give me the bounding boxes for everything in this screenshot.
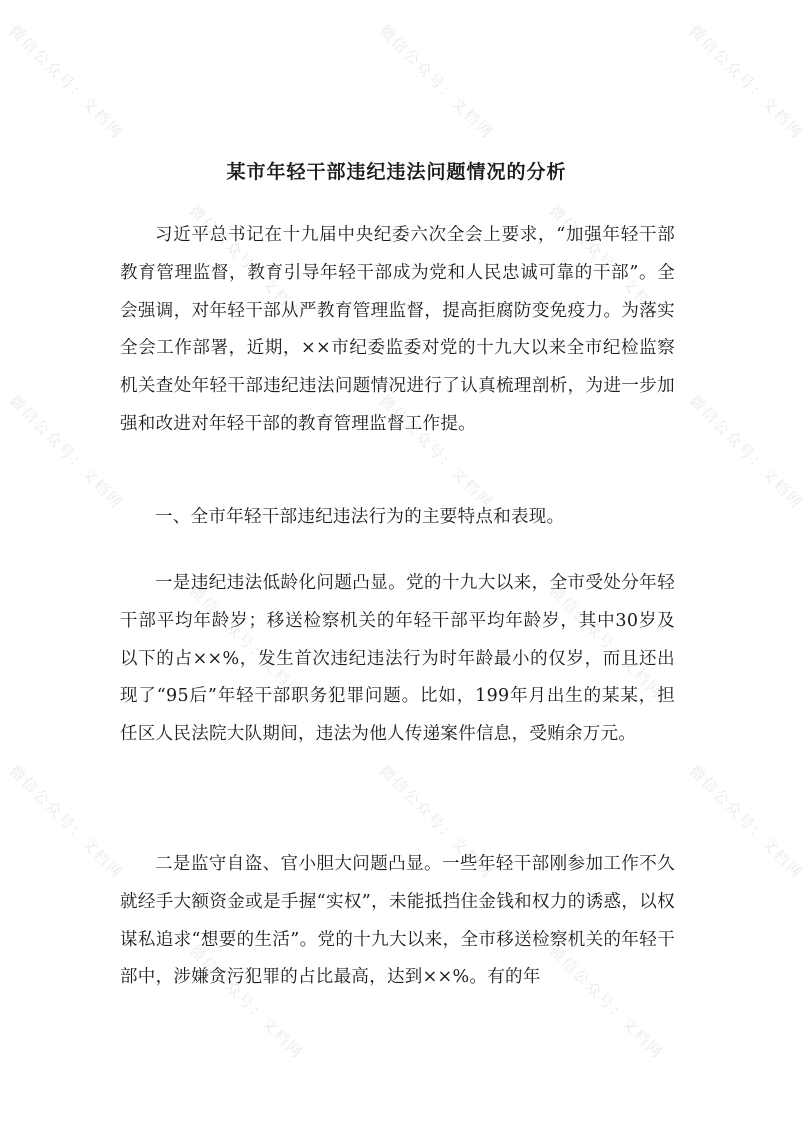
watermark-text: 微信公众号：文档网 (375, 21, 497, 143)
paragraph-point-one: 一是违纪违法低龄化问题凸显。党的十九大以来，全市受处分年轻干部平均年龄岁；移送检察机关的年轻干部平均年龄岁，其中30岁及以下的占××%，发生首次违纪违法行为时年龄最小的仅岁，而且还出现了“95后”年轻干部职务犯罪问题。比如，199年月出生的某某，担任区人民法院大队期间，违法为他人传递案件信息，受贿余万元。 (120, 573, 675, 745)
watermark-text: 微信公众号：文档网 (545, 201, 667, 323)
watermark-text: 微信公众号：文档网 (185, 201, 307, 323)
section-heading: 一、全市年轻干部违纪违法行为的主要特点和表现。 (155, 507, 565, 527)
watermark-text: 微信公众号：文档网 (5, 21, 127, 143)
watermark-text: 微信公众号：文档网 (185, 941, 307, 1063)
document-title: 某市年轻干部违纪违法问题情况的分析 (226, 161, 567, 183)
watermark-text: 微信公众号：文档网 (5, 391, 127, 513)
watermark-text: 微信公众号：文档网 (5, 761, 127, 883)
watermark-text: 微信公众号：文档网 (685, 761, 807, 883)
paragraph-point-two: 二是监守自盗、官小胆大问题凸显。一些年轻干部刚参加工作不久就经手大额资金或是手握“实权”，未能抵挡住金钱和权力的诱惑，以权谋私追求“想要的生活”。党的十九大以来，全市移送检察机关的年轻干部中，涉嫌贪污犯罪的占比最高，达到××%。有的年 (120, 854, 675, 988)
watermark-text: 微信公众号：文档网 (185, 581, 307, 703)
watermark-text: 微信公众号：文档网 (545, 581, 667, 703)
watermark-text: 微信公众号：文档网 (545, 941, 667, 1063)
watermark-text: 微信公众号：文档网 (375, 761, 497, 883)
watermark-text: 微信公众号：文档网 (685, 391, 807, 513)
watermark-text: 微信公众号：文档网 (375, 391, 497, 513)
watermark-text: 微信公众号：文档网 (685, 21, 807, 143)
paragraph-intro: 习近平总书记在十九届中央纪委六次全会上要求，“加强年轻干部教育管理监督，教育引导年轻干部成为党和人民忠诚可靠的干部”。全会强调，对年轻干部从严教育管理监督，提高拒腐防变免疫力。为落实全会工作部署，近期，××市纪委监委对党的十九大以来全市纪检监察机关查处年轻干部违纪违法问题情况进行了认真梳理剖析，为进一步加强和改进对年轻干部的教育管理监督工作提。 (120, 225, 675, 434)
